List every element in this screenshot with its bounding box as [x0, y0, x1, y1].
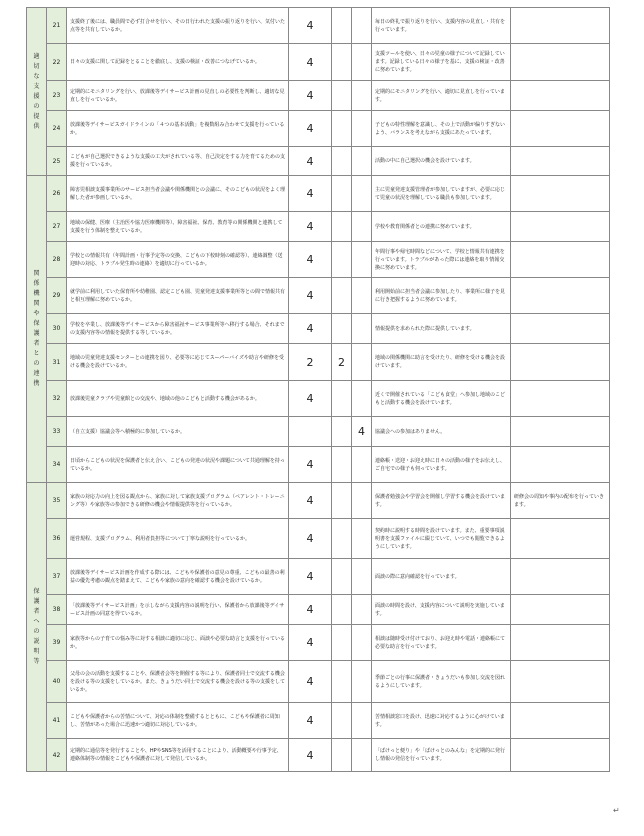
count-yes: 4: [289, 111, 332, 147]
count-unsure: [332, 111, 352, 147]
section-label: [27, 483, 47, 772]
paragraph-mark-icon: ↵: [613, 806, 620, 815]
facility-comment: 主に児童発達支援管理者が参加していますが、必要に応じて児童の状況を理解している職員も参加しています。: [372, 176, 511, 212]
count-yes: 4: [289, 381, 332, 417]
count-yes: [289, 417, 332, 447]
count-yes: 4: [289, 519, 332, 559]
count-yes: 4: [289, 147, 332, 176]
count-unsure: [332, 519, 352, 559]
item-number: 37: [47, 559, 67, 595]
question-text: 定期的に通信等を発行することや、HPやSNS等を活用することにより、活動概要や行事予定、連絡体制等の情報をこどもや保護者に対して発信しているか。: [67, 739, 289, 772]
section-label-text: 保護者への説明等: [33, 588, 40, 665]
count-no: [352, 625, 372, 661]
improvement-note: [511, 595, 610, 625]
question-text: （自立支援）協議会等へ積極的に参加しているか。: [67, 417, 289, 447]
improvement-note: [511, 344, 610, 381]
improvement-note: [511, 212, 610, 242]
count-unsure: [332, 625, 352, 661]
table-row: [27, 447, 610, 483]
facility-comment: 毎日の終礼で振り返りを行い、支援内容の見直し・共有を行っています。: [372, 8, 511, 44]
improvement-note: [511, 314, 610, 344]
count-no: [352, 212, 372, 242]
question-text: こどもが自己選択できるような支援の工夫がされている等、自己決定をする力を育てるための支援を行っているか。: [67, 147, 289, 176]
question-text: 放課後等デイサービス計画を作成する際には、こどもや保護者の意見の尊重、こどもの最善の利益の優先考慮の観点を踏まえて、こどもや家族の意向を確認する機会を設けているか。: [67, 559, 289, 595]
facility-comment: 「ぱけっと便り」や「ぱけっとのみんな」を定期的に発行し情報の発信を行っています。: [372, 739, 511, 772]
table-row: [27, 595, 610, 625]
count-yes: 4: [289, 44, 332, 81]
improvement-note: [511, 559, 610, 595]
count-unsure: [332, 739, 352, 772]
table-row: [27, 483, 610, 519]
improvement-note: [511, 81, 610, 111]
table-row: [27, 739, 610, 772]
count-yes: 4: [289, 625, 332, 661]
section-label: [27, 176, 47, 483]
item-number: 32: [47, 381, 67, 417]
count-yes: 2: [289, 344, 332, 381]
count-yes: 4: [289, 278, 332, 314]
facility-comment: 年間行事や帰宅時間などについて、学校と情報共有連携を行っています。トラブルがあった際には連絡を取り情報交換に努めています。: [372, 242, 511, 278]
count-unsure: [332, 147, 352, 176]
count-yes: 4: [289, 242, 332, 278]
count-unsure: [332, 483, 352, 519]
question-text: 放課後児童クラブや児童館との交流や、地域の他のこどもと活動する機会があるか。: [67, 381, 289, 417]
item-number: 40: [47, 661, 67, 703]
table-row: [27, 519, 610, 559]
question-text: 家族の対応力の向上を図る観点から、家族に対して家族支援プログラム（ペアレント・トレーニング等）や家族等の参加できる研修の機会や情報提供等を行っているか。: [67, 483, 289, 519]
table-row: [27, 703, 610, 739]
improvement-note: [511, 381, 610, 417]
count-no: [352, 739, 372, 772]
table-row: [27, 44, 610, 81]
section-label-text: 関係機関や保護者との連携: [33, 270, 40, 387]
item-number: 28: [47, 242, 67, 278]
item-number: 38: [47, 595, 67, 625]
item-number: 39: [47, 625, 67, 661]
count-unsure: [332, 595, 352, 625]
count-no: [352, 519, 372, 559]
improvement-note: [511, 625, 610, 661]
table-row: [27, 242, 610, 278]
facility-comment: 情報提供を求められた際に提供しています。: [372, 314, 511, 344]
improvement-note: 研修会の周知や事内の配布を行っていきます。: [511, 483, 610, 519]
item-number: 26: [47, 176, 67, 212]
count-no: [352, 595, 372, 625]
question-text: 学校との情報共有（年間計画・行事予定等の交換、こどもの下校時刻の確認等）、連絡調整（送迎時の対応、トラブル発生時の連絡）を適切に行っているか。: [67, 242, 289, 278]
improvement-note: [511, 242, 610, 278]
item-number: 27: [47, 212, 67, 242]
item-number: 31: [47, 344, 67, 381]
count-no: [352, 278, 372, 314]
count-no: [352, 44, 372, 81]
count-unsure: [332, 417, 352, 447]
count-unsure: [332, 661, 352, 703]
facility-comment: 季節ごとの行事に保護者・きょうだいも参加し交流を図れるようにしています。: [372, 661, 511, 703]
improvement-note: [511, 519, 610, 559]
question-text: 運営規程、支援プログラム、利用者負担等について丁寧な説明を行っているか。: [67, 519, 289, 559]
item-number: 24: [47, 111, 67, 147]
count-no: [352, 242, 372, 278]
facility-comment: 利用開始前に担当者会議に参加したり、事業所に様子を見に行き把握するように努めています。: [372, 278, 511, 314]
count-no: [352, 703, 372, 739]
evaluation-table: [26, 7, 610, 772]
table-row: [27, 559, 610, 595]
facility-comment: 面談の時間を設け、支援内容について説明を実施しています。: [372, 595, 511, 625]
facility-comment: 支援ツールを使い、日々の児童の様子について記録しています。記録している日々の様子を基に、支援の検証・改善に努めています。: [372, 44, 511, 81]
count-unsure: [332, 81, 352, 111]
improvement-note: [511, 278, 610, 314]
item-number: 22: [47, 44, 67, 81]
facility-comment: 地域の関係機関に助言を受けたり、研修を受ける機会を設けています。: [372, 344, 511, 381]
count-unsure: 2: [332, 344, 352, 381]
facility-comment: 子どもの特性理解を意識し、その上で活動が偏りすぎないよう、バランスを考えながら支援にあたっています。: [372, 111, 511, 147]
count-yes: 4: [289, 661, 332, 703]
item-number: 21: [47, 8, 67, 44]
count-unsure: [332, 8, 352, 44]
count-no: [352, 559, 372, 595]
count-unsure: [332, 703, 352, 739]
question-text: 支援終了後には、職員間で必ず打合せを行い、その日行われた支援の振り返りを行い、気付いた点等を共有しているか。: [67, 8, 289, 44]
question-text: 地域の児童発達支援センターとの連携を図り、必要等に応じてスーパーバイズや助言や研修を受ける機会を設けているか。: [67, 344, 289, 381]
table-row: [27, 625, 610, 661]
count-no: [352, 81, 372, 111]
improvement-note: [511, 703, 610, 739]
facility-comment: 活動の中に自己選択の機会を設けています。: [372, 147, 511, 176]
count-unsure: [332, 381, 352, 417]
facility-comment: 保護者勉強会や学習会を開催し学習する機会を設けています。: [372, 483, 511, 519]
count-no: [352, 176, 372, 212]
table-row: [27, 381, 610, 417]
table-row: [27, 661, 610, 703]
question-text: 放課後等デイサービスガイドラインの「４つの基本活動」を複数組み合わせて支援を行っているか。: [67, 111, 289, 147]
question-text: 「放課後等デイサービス計画」を示しながら支援内容の説明を行い、保護者から放課後等デイサービス計画の同意を得ているか。: [67, 595, 289, 625]
question-text: 家族等からの子育ての悩み等に対する相談に適切に応じ、面談や必要な助言と支援を行っているか。: [67, 625, 289, 661]
question-text: 学校を卒業し、放課後等デイサービスから障害福祉サービス事業所等へ移行する場合、それまでの支援内容等の情報を提供する等しているか。: [67, 314, 289, 344]
count-yes: 4: [289, 703, 332, 739]
item-number: 41: [47, 703, 67, 739]
facility-comment: 相談は随時受け付けており、お迎え時や電話・連絡帳にて必要な助言を行っています。: [372, 625, 511, 661]
count-yes: 4: [289, 314, 332, 344]
question-text: 地域の保健、医療（主治医や協力医療機関等）、障害福祉、保育、教育等の関係機関と連携して支援を行う体制を整えているか。: [67, 212, 289, 242]
count-unsure: [332, 278, 352, 314]
question-text: こどもや保護者からの苦情について、対応の体制を整備するとともに、こどもや保護者に周知し、苦情があった場合に迅速かつ適切に対応しているか。: [67, 703, 289, 739]
item-number: 36: [47, 519, 67, 559]
item-number: 30: [47, 314, 67, 344]
count-no: [352, 147, 372, 176]
improvement-note: [511, 147, 610, 176]
question-text: 父母の会の活動を支援することや、保護者会等を開催する等により、保護者同士で交流する機会を設ける等の支援をしているか。また、きょうだい同士で交流する機会を設ける等の支援をしているか。: [67, 661, 289, 703]
count-unsure: [332, 314, 352, 344]
improvement-note: [511, 176, 610, 212]
count-unsure: [332, 176, 352, 212]
item-number: 23: [47, 81, 67, 111]
count-yes: 4: [289, 8, 332, 44]
improvement-note: [511, 661, 610, 703]
count-unsure: [332, 242, 352, 278]
table-row: [27, 147, 610, 176]
item-number: 34: [47, 447, 67, 483]
table-row: [27, 344, 610, 381]
improvement-note: [511, 417, 610, 447]
item-number: 33: [47, 417, 67, 447]
facility-comment: 定期的にモニタリングを行い、適切に見直しを行っています。: [372, 81, 511, 111]
facility-comment: 連絡帳・送迎・お迎え時に日々の活動の様子をお伝えし、ご自宅での様子も伺っています。: [372, 447, 511, 483]
count-yes: 4: [289, 176, 332, 212]
facility-comment: 協議会への参加はありません。: [372, 417, 511, 447]
item-number: 25: [47, 147, 67, 176]
count-no: 4: [352, 417, 372, 447]
table-row: [27, 278, 610, 314]
improvement-note: [511, 739, 610, 772]
count-yes: 4: [289, 595, 332, 625]
count-no: [352, 483, 372, 519]
count-yes: 4: [289, 483, 332, 519]
question-text: 就学前に利用していた保育所や幼稚園、認定こども園、児童発達支援事業所等との間で情報共有と相互理解に努めているか。: [67, 278, 289, 314]
improvement-note: [511, 447, 610, 483]
count-no: [352, 111, 372, 147]
count-unsure: [332, 559, 352, 595]
facility-comment: 苦情相談窓口を設け、迅速に対応するように心がけています。: [372, 703, 511, 739]
count-no: [352, 381, 372, 417]
table-row: [27, 314, 610, 344]
count-no: [352, 661, 372, 703]
count-no: [352, 314, 372, 344]
table-row: [27, 212, 610, 242]
count-yes: 4: [289, 739, 332, 772]
improvement-note: [511, 8, 610, 44]
section-label-text: 適切な支援の提供: [33, 52, 40, 130]
item-number: 35: [47, 483, 67, 519]
count-yes: 4: [289, 81, 332, 111]
question-text: 日頃からこどもの状況を保護者と伝え合い、こどもの発達の状況や課題について共通理解を持っているか。: [67, 447, 289, 483]
section-label: [27, 8, 47, 176]
question-text: 日々の支援に関して記録をとることを徹底し、支援の検証・改善につなげているか。: [67, 44, 289, 81]
count-yes: 4: [289, 212, 332, 242]
count-unsure: [332, 44, 352, 81]
item-number: 29: [47, 278, 67, 314]
table-row: [27, 81, 610, 111]
facility-comment: 近くで開催されている「こども食堂」へ参加し地域のこどもと活動する機会を設けています。: [372, 381, 511, 417]
table-row: [27, 8, 610, 44]
count-unsure: [332, 212, 352, 242]
improvement-note: [511, 111, 610, 147]
improvement-note: [511, 44, 610, 81]
count-unsure: [332, 447, 352, 483]
question-text: 障害児相談支援事業所のサービス担当者会議や関係機関との会議に、そのこどもの状況をよく理解した者が参画しているか。: [67, 176, 289, 212]
table-row: [27, 176, 610, 212]
facility-comment: 契約時に説明する時間を設けています。また、重要事項説明書を支援ファイルに綴じていて、いつでも閲覧できるようにしています。: [372, 519, 511, 559]
table-row: [27, 111, 610, 147]
count-no: [352, 344, 372, 381]
item-number: 42: [47, 739, 67, 772]
count-yes: 4: [289, 559, 332, 595]
count-no: [352, 8, 372, 44]
facility-comment: 面談の際に意向確認を行っています。: [372, 559, 511, 595]
count-no: [352, 447, 372, 483]
table-row: [27, 417, 610, 447]
question-text: 定期的にモニタリングを行い、放課後等デイサービス計画の見直しの必要性を判断し、適切な見直しを行っているか。: [67, 81, 289, 111]
facility-comment: 学校や教育関係者との連携に努めています。: [372, 212, 511, 242]
count-yes: 4: [289, 447, 332, 483]
